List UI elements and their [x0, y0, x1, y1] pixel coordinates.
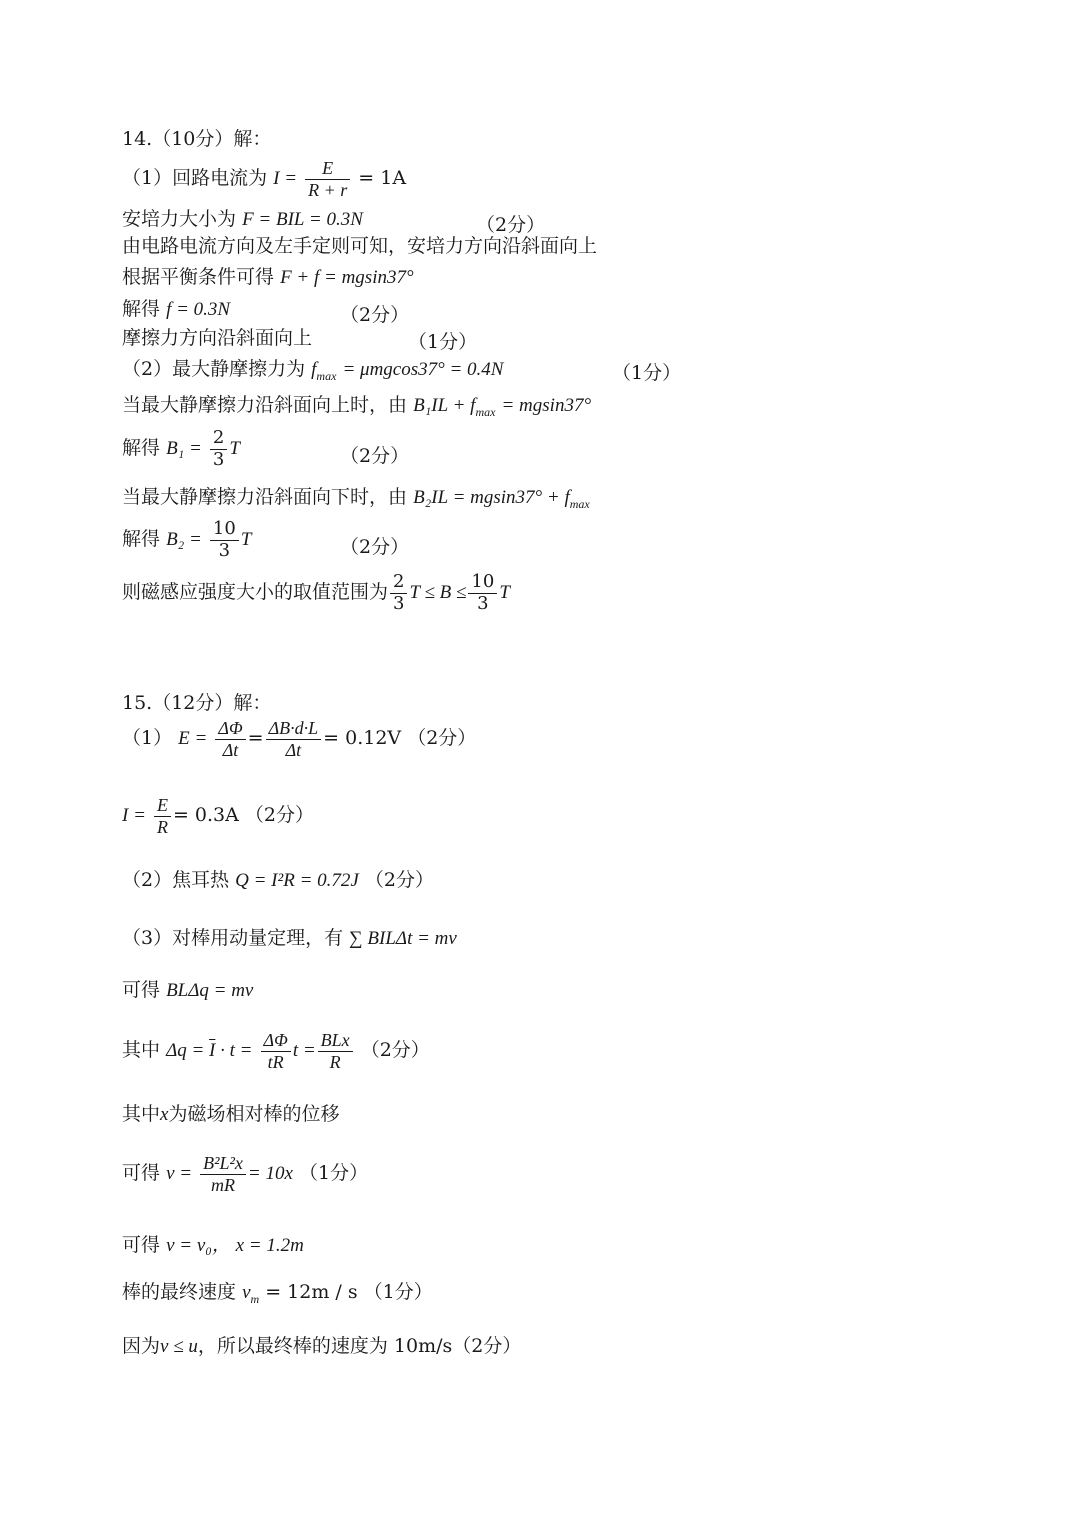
q14-l12-unit: T [499, 582, 510, 604]
q14-line-6: 摩擦力方向沿斜面向上 [122, 327, 313, 349]
q14-l12-den2: 3 [477, 592, 489, 614]
q14-line-10 [122, 488, 590, 510]
q15-l4-eq: ∑ BILΔt = mv [349, 928, 457, 949]
q14-l7-score: （1分） [612, 362, 682, 384]
q15-l10-text: 棒的最终速度 [122, 1281, 237, 1303]
q15-l6-mid: · t = [215, 1040, 253, 1062]
q14-l1-num: E [305, 158, 350, 180]
q15-l6-t: t = [292, 1040, 316, 1062]
q15-l3-score: （2分） [364, 869, 434, 891]
q14-l9-num: 2 [210, 428, 227, 450]
q15-l1-num2: ΔB·d·L [266, 718, 322, 740]
q14-l11-score: （2分） [340, 536, 410, 558]
q15-l1-fraction-1 [215, 718, 245, 760]
q15-l10-sub: m [250, 1291, 260, 1306]
q15-l2-den: R [156, 816, 168, 837]
q14-l12-num1: 2 [390, 572, 407, 594]
q14-l4-text: 根据平衡条件可得 [122, 266, 275, 288]
q15-l7-text1: 其中 [122, 1103, 161, 1125]
q15-l2-num: E [154, 795, 171, 817]
q15-line-8 [122, 1153, 368, 1195]
q15-l1-text: （1） [122, 727, 173, 750]
q15-l1-eq: = [247, 727, 264, 750]
q15-l1-num1: ΔΦ [215, 718, 245, 740]
q15-l3-eq: Q = I²R = 0.72J [235, 870, 359, 891]
q14-line-3: 由电路电流方向及左手定则可知，安培力方向沿斜面向上 [122, 235, 598, 257]
q14-l2-eq: F = BIL = 0.3N [242, 209, 363, 230]
q15-line-2 [122, 795, 314, 837]
q15-l8-score: （1分） [298, 1162, 369, 1185]
q15-l3-text: （2）焦耳热 [122, 869, 230, 891]
q15-l1-den1: Δt [222, 739, 239, 760]
q14-l6-score: （1分） [408, 331, 478, 353]
q14-l9-den: 3 [212, 448, 225, 470]
q14-l9-fraction [210, 428, 227, 470]
q14-l12-text: 则磁感应强度大小的取值范围为 [122, 581, 389, 604]
q14-l8-rhs: = mgsin37° [501, 395, 592, 416]
q14-line-8 [122, 396, 591, 418]
q15-l6-score: （2分） [360, 1039, 430, 1062]
q14-line-4 [122, 268, 414, 287]
q15-l1-lhs: E = [178, 728, 208, 750]
q14-l10-sub: max [569, 496, 590, 511]
q14-l11-unit: T [240, 529, 252, 551]
q15-l10-eq: v [242, 1282, 251, 1303]
q15-line-1 [122, 718, 476, 760]
q14-l9-text: 解得 [122, 437, 161, 460]
q14-line-12 [122, 572, 510, 614]
q14-l4-eq: F + f = mgsin37° [280, 267, 414, 288]
q14-l11-fraction [210, 519, 239, 561]
q15-l11-eq: v ≤ u [160, 1336, 198, 1357]
q15-l2-rhs: = 0.3A [172, 804, 239, 827]
q15-l2-score: （2分） [244, 804, 314, 827]
q14-line-11 [122, 519, 251, 561]
q14-l12-den1: 3 [393, 592, 405, 614]
q14-line-9 [122, 428, 240, 470]
q14-l1-rhs: = 1A [358, 167, 407, 190]
q14-l5-score: （2分） [340, 304, 410, 326]
q14-l9-unit: T [229, 438, 240, 460]
q15-l1-den2: Δt [285, 739, 302, 760]
q15-l8-den: mR [211, 1174, 236, 1195]
q15-l10-score: （1分） [363, 1281, 433, 1303]
q14-l9-lhs: B₁ = [166, 438, 202, 460]
q14-l12-fraction-2 [468, 572, 497, 614]
q14-l12-num2: 10 [468, 572, 497, 594]
q15-line-4 [122, 929, 457, 948]
q14-l5-eq: f = 0.3N [166, 299, 231, 320]
q15-l2-fraction [154, 795, 171, 837]
q15-l6-fraction-2 [318, 1030, 353, 1072]
q14-l7-text: （2）最大静摩擦力为 [122, 358, 306, 380]
q15-l1-fraction-2 [266, 718, 322, 760]
q15-l6-text: 其中 [122, 1039, 161, 1062]
q15-l5-eq: BLΔq = mv [166, 980, 254, 1001]
q15-line-3 [122, 871, 434, 890]
q14-l5-text: 解得 [122, 298, 161, 320]
q15-l11-text2: ，所以最终棒的速度为 10m/s（2分） [197, 1335, 522, 1357]
q15-l7-text2: 为磁场相对棒的位移 [168, 1103, 340, 1125]
q15-l1-score: （2分） [407, 727, 477, 750]
q15-line-5 [122, 981, 253, 1000]
q15-l6-den2: R [329, 1051, 341, 1072]
q15-l8-fraction [200, 1153, 246, 1195]
q14-l1-lhs: I = [273, 168, 298, 190]
q14-l2-score: （2分） [476, 214, 546, 236]
q14-l11-num: 10 [210, 519, 239, 541]
q15-l8-lhs: v = [166, 1163, 193, 1185]
q14-l7-rhs: = μmgcos37° = 0.4N [342, 359, 504, 380]
q14-l1-fraction [305, 158, 350, 200]
q15-l9-eq: v = v₀， x = 1.2m [166, 1235, 304, 1256]
q14-l1-den: R + r [308, 179, 348, 200]
q15-l8-text: 可得 [122, 1162, 161, 1185]
q14-l8-text: 当最大静摩擦力沿斜面向上时，由 [122, 394, 408, 416]
q15-l6-num1: ΔΦ [261, 1030, 291, 1052]
q14-l12-fraction-1 [390, 572, 407, 614]
q15-l6-num2: BLx [318, 1030, 353, 1052]
q15-l8-num: B²L²x [200, 1153, 246, 1175]
q14-l2-text: 安培力大小为 [122, 208, 237, 230]
q14-l10-eq: B₂IL = mgsin37° + f [413, 487, 570, 508]
q15-l11-text1: 因为 [122, 1335, 161, 1357]
q15-line-9 [122, 1236, 304, 1255]
q14-line-2 [122, 210, 363, 229]
q15-line-10 [122, 1283, 433, 1305]
q14-l9-score: （2分） [340, 445, 410, 467]
q15-l4-text: （3）对棒用动量定理，有 [122, 927, 344, 949]
q15-line-6 [122, 1030, 430, 1072]
q14-l1-text: （1）回路电流为 [122, 167, 268, 190]
q14-l11-lhs: B₂ = [166, 529, 202, 551]
q15-l1-rhs: = 0.12V [323, 727, 402, 750]
q15-l9-text: 可得 [122, 1234, 161, 1256]
q15-l6-den1: tR [267, 1051, 284, 1072]
q15-line-11 [122, 1337, 521, 1356]
q15-line-7 [122, 1105, 339, 1124]
q14-l8-sub: max [475, 404, 496, 419]
q15-header: 15.（12分）解： [122, 692, 272, 714]
q14-line-5 [122, 300, 230, 319]
q14-line-7 [122, 360, 503, 382]
q14-header: 14.（10分）解： [122, 128, 272, 150]
q15-l2-lhs: I = [122, 805, 146, 827]
q15-l8-rhs: = 10x [247, 1163, 293, 1185]
q15-l6-lhs: Δq = [166, 1040, 210, 1062]
q14-l7-sub: max [316, 368, 337, 383]
q15-l5-text: 可得 [122, 979, 161, 1001]
q15-l10-rhs: = 12m / s [265, 1281, 358, 1303]
q15-l6-ibar: $\overline{I}$ [209, 1040, 216, 1062]
q14-l7-eq: f [311, 359, 317, 380]
q14-l10-text: 当最大静摩擦力沿斜面向下时，由 [122, 486, 408, 508]
q14-l8-eq: B₁IL + f [413, 395, 476, 416]
q14-l11-den: 3 [218, 539, 231, 561]
q15-l6-fraction-1 [261, 1030, 291, 1072]
q14-line-1 [122, 158, 406, 200]
q14-l12-mid: T ≤ B ≤ [409, 582, 467, 604]
q14-l11-text: 解得 [122, 528, 161, 551]
q15-l7-var: x [160, 1104, 169, 1125]
